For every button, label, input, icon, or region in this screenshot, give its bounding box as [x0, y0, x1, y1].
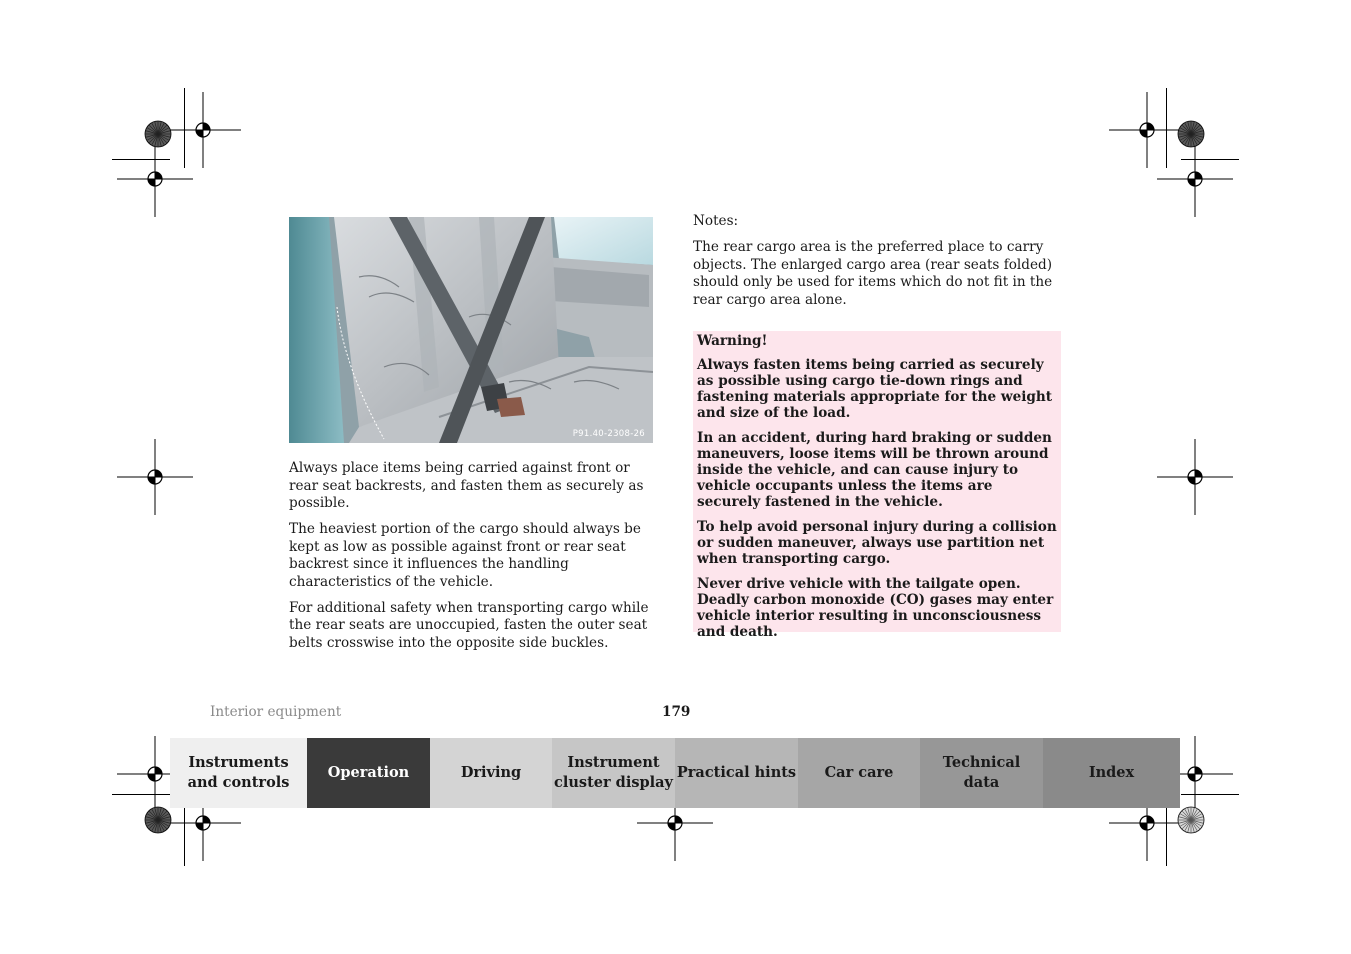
notes-heading: Notes: [693, 213, 739, 229]
tab-label: Technical [942, 754, 1021, 771]
paragraph: Always place items being carried against front or rear seat backrests, and fasten them as securely as possible. [289, 460, 644, 511]
registration-target-icon [115, 437, 195, 517]
tab-label: Instrument [567, 754, 660, 771]
tab-instruments-and-controls[interactable] [170, 738, 307, 808]
tab-practical-hints[interactable] [675, 738, 798, 808]
section-name: Interior equipment [210, 704, 342, 720]
warning-box [693, 331, 1061, 640]
tab-label: Practical hints [676, 764, 797, 781]
warning-title: Warning! [697, 333, 768, 349]
tab-label: cluster display [554, 774, 673, 791]
warning-paragraph: In an accident, during hard braking or sudden maneuvers, loose items will be thrown around inside the vehicle, and can cause injury to vehicle occupants unless the items are securely fastened in the vehicle. [697, 430, 1052, 510]
tab-label: and controls [187, 774, 290, 791]
registration-target-icon [1155, 139, 1235, 219]
tab-label: Car care [824, 764, 894, 781]
seat-belt-illustration [289, 217, 653, 443]
chapter-navigation [170, 738, 1180, 808]
warning-paragraph: Never drive vehicle with the tailgate open. Deadly carbon monoxide (CO) gases may enter vehicle interior resulting in unconsciousness and death. [697, 576, 1054, 640]
registration-target-icon [1155, 437, 1235, 517]
color-star-icon [144, 120, 172, 148]
warning-paragraph: To help avoid personal injury during a collision or sudden maneuver, always use partition net when transporting cargo. [697, 519, 1057, 567]
left-text-column [289, 460, 659, 661]
notes-section [693, 213, 1061, 318]
tab-driving[interactable] [430, 738, 552, 808]
tab-label: data [963, 774, 1000, 791]
page-number: 179 [662, 704, 691, 720]
tab-label: Instruments [188, 754, 289, 771]
tab-label: Driving [460, 764, 522, 781]
paragraph: The heaviest portion of the cargo should always be kept as low as possible against front or rear seat backrest since it influences the handling characteristics of the vehicle. [289, 521, 641, 590]
color-star-icon [1177, 120, 1205, 148]
registration-target-icon [115, 139, 195, 219]
tab-technical-data[interactable] [920, 738, 1043, 808]
color-star-icon [1177, 806, 1205, 834]
warning-paragraph: Always fasten items being carried as securely as possible using cargo tie-down rings and fastening materials appropriate for the weight and size of the load. [697, 357, 1053, 421]
color-star-icon [144, 806, 172, 834]
tab-label: Index [1088, 764, 1135, 781]
tab-instrument-cluster-display[interactable] [552, 738, 675, 808]
tab-operation[interactable] [307, 738, 430, 808]
notes-text: The rear cargo area is the preferred place to carry objects. The enlarged cargo area (rear seats folded) should only be used for items which do not fit in the rear cargo area alone. [693, 239, 1053, 308]
figure-code: P91.40-2308-26 [572, 429, 645, 439]
tab-index[interactable] [1043, 738, 1180, 808]
paragraph: For additional safety when transporting cargo while the rear seats are unoccupied, fasten the outer seat belts crosswise into the opposite side buckles. [289, 599, 649, 651]
tab-label: Operation [327, 764, 410, 781]
tab-car-care[interactable] [798, 738, 920, 808]
